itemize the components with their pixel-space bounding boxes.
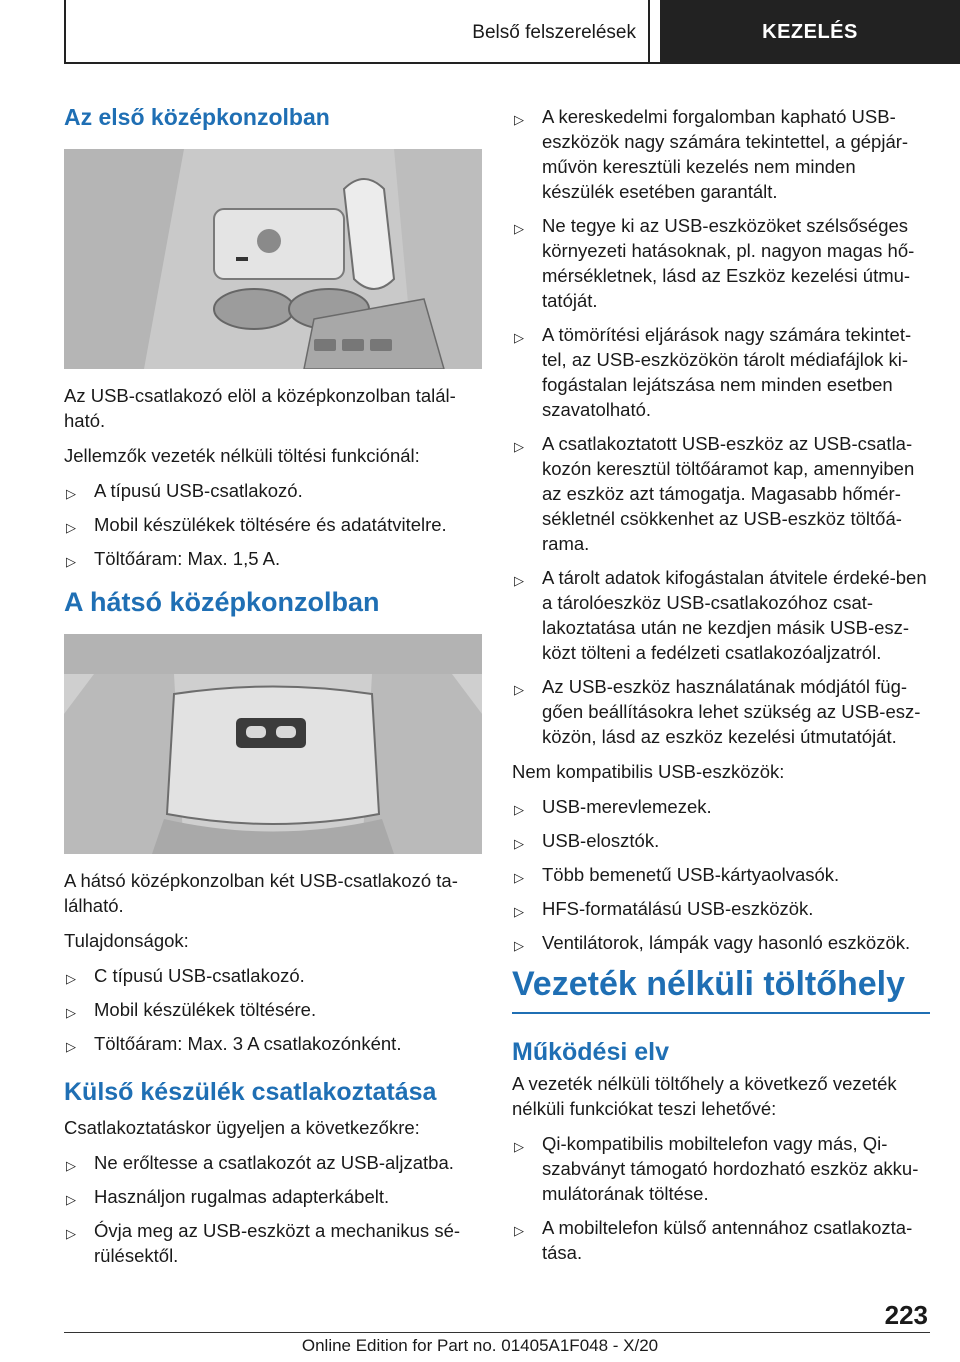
header-chapter-tab[interactable]: KEZELÉS [660,0,960,64]
front-console-photo [64,149,482,369]
list-item: ▷ Óvja meg az USB-eszközt a mechanikus sé-rülésektől. [66,1220,461,1266]
list-item: ▷ Qi-kompatibilis mobiltelefon vagy más, Qi-szabványt támogató hordozható eszköz akku-mulátorának töltése. [514,1133,919,1204]
header-separator [648,0,650,64]
list-item: ▷ Ne tegye ki az USB-eszközöket szélsőséges környezeti hatásoknak, pl. nagyon magas hő-mérsékletnek, lásd az Eszköz kezelési útmu-tatóját. [514,215,915,311]
external-device-intro: Csatlakoztatáskor ügyeljen a következőkre: [64,1117,420,1138]
front-console-caption: Az USB-csatlakozó elöl a középkonzolban talál-ható. [64,385,456,431]
triangle-bullet-icon: ▷ [514,938,524,953]
principle-heading: Működési elv [512,1038,669,1066]
triangle-bullet-icon: ▷ [66,971,76,986]
triangle-bullet-icon: ▷ [66,554,76,569]
rear-console-photo [64,634,482,854]
triangle-bullet-icon: ▷ [66,520,76,535]
incompatible-list [512,794,930,955]
principle-intro: A vezeték nélküli töltőhely a következő vezeték nélküli funkciókat teszi lehetővé: [512,1073,897,1119]
list-item: ▷ Töltőáram: Max. 3 A csatlakozónként. [64,1031,482,1056]
triangle-bullet-icon: ▷ [514,904,524,919]
footer-rule [64,1332,930,1333]
triangle-bullet-icon: ▷ [66,1158,76,1173]
list-item: ▷ Több bemenetű USB-kártyaolvasók. [512,862,930,887]
triangle-bullet-icon: ▷ [514,1223,524,1238]
external-device-heading: Külső készülék csatlakoztatása [64,1078,437,1106]
list-item: ▷ Használjon rugalmas adapterkábelt. [64,1184,482,1209]
triangle-bullet-icon: ▷ [514,573,524,588]
list-item: ▷ USB-elosztók. [512,828,930,853]
list-item: ▷ A mobiltelefon külső antennához csatlakozta-tása. [514,1217,913,1263]
list-item: ▷ C típusú USB-csatlakozó. [64,963,482,988]
triangle-bullet-icon: ▷ [66,1039,76,1054]
footer-edition: Online Edition for Part no. 01405A1F048 - X/20 [301,1336,659,1355]
triangle-bullet-icon: ▷ [514,836,524,851]
header-underline [64,62,660,64]
list-item: ▷ HFS-formatálású USB-eszközök. [512,896,930,921]
triangle-bullet-icon: ▷ [514,439,524,454]
external-device-list [64,1150,482,1268]
front-console-heading: Az első középkonzolban [64,104,330,130]
triangle-bullet-icon: ▷ [514,802,524,817]
list-item: ▷ A kereskedelmi forgalomban kapható USB-eszközök nagy számára tekintettel, a gépjár-művön keresztüli kezelés nem minden készülék esetében garantált. [514,106,909,202]
list-item: ▷ Ne erőltesse a csatlakozót az USB-aljzatba. [64,1150,482,1175]
incompatible-intro: Nem kompatibilis USB-eszközök: [512,761,785,782]
triangle-bullet-icon: ▷ [66,1226,76,1241]
principle-list [512,1131,930,1265]
list-item: ▷ Az USB-eszköz használatának módjától füg-gően beállításokra lehet szükség az USB-esz-közön, lásd az eszköz kezelési útmutatóját. [514,676,921,747]
header-section-title: Belső felszerelések [472,22,636,43]
triangle-bullet-icon: ▷ [514,330,524,345]
triangle-bullet-icon: ▷ [514,221,524,236]
triangle-bullet-icon: ▷ [514,1139,524,1154]
triangle-bullet-icon: ▷ [514,870,524,885]
list-item: ▷ USB-merevlemezek. [512,794,930,819]
triangle-bullet-icon: ▷ [514,682,524,697]
left-column [64,96,482,1278]
list-item: ▷ Ventilátorok, lámpák vagy hasonló eszközök. [512,930,930,955]
rear-console-heading: A hátsó középkonzolban [64,587,380,617]
rear-features-list [64,963,482,1056]
triangle-bullet-icon: ▷ [66,1192,76,1207]
list-item: ▷ A tárolt adatok kifogástalan átvitele érdeké-ben a tárolóeszköz USB-csatlakozóhoz csat-lakoztatása után ne kezdjen másik USB-esz-közt tölteni a fedélzeti csatlakozóaljzatról. [514,567,927,663]
rear-features-intro: Tulajdonságok: [64,930,189,951]
triangle-bullet-icon: ▷ [514,112,524,127]
right-column [512,104,930,1275]
front-features-intro: Jellemzők vezeték nélküli töltési funkciónál: [64,445,420,466]
rear-console-caption: A hátsó középkonzolban két USB-csatlakozó ta-lálható. [64,870,458,916]
list-item: ▷ Töltőáram: Max. 1,5 A. [64,546,482,571]
list-item: ▷ A csatlakoztatott USB-eszköz az USB-csatla-kozón keresztül töltőáramot kap, amennyiben az eszköz azt támogatja. Magasabb hőmér-sékletnél csökkenhet az USB-eszköz töltőá-rama. [514,433,915,554]
triangle-bullet-icon: ▷ [66,1005,76,1020]
list-item: ▷ A típusú USB-csatlakozó. [64,478,482,503]
list-item: ▷ Mobil készülékek töltésére és adatátvitelre. [64,512,482,537]
wireless-charging-heading: Vezeték nélküli töltőhely [512,965,930,1014]
front-features-list [64,478,482,571]
triangle-bullet-icon: ▷ [66,486,76,501]
list-item: ▷ A tömörítési eljárások nagy számára tekintet-tel, az USB-eszközökön tárolt médiafájlok ki-fogástalan lejátszása nem minden esetben szavatolható. [514,324,912,420]
usb-notes-list [512,104,930,749]
list-item: ▷ Mobil készülékek töltésére. [64,997,482,1022]
page-number: 223 [884,1300,928,1330]
